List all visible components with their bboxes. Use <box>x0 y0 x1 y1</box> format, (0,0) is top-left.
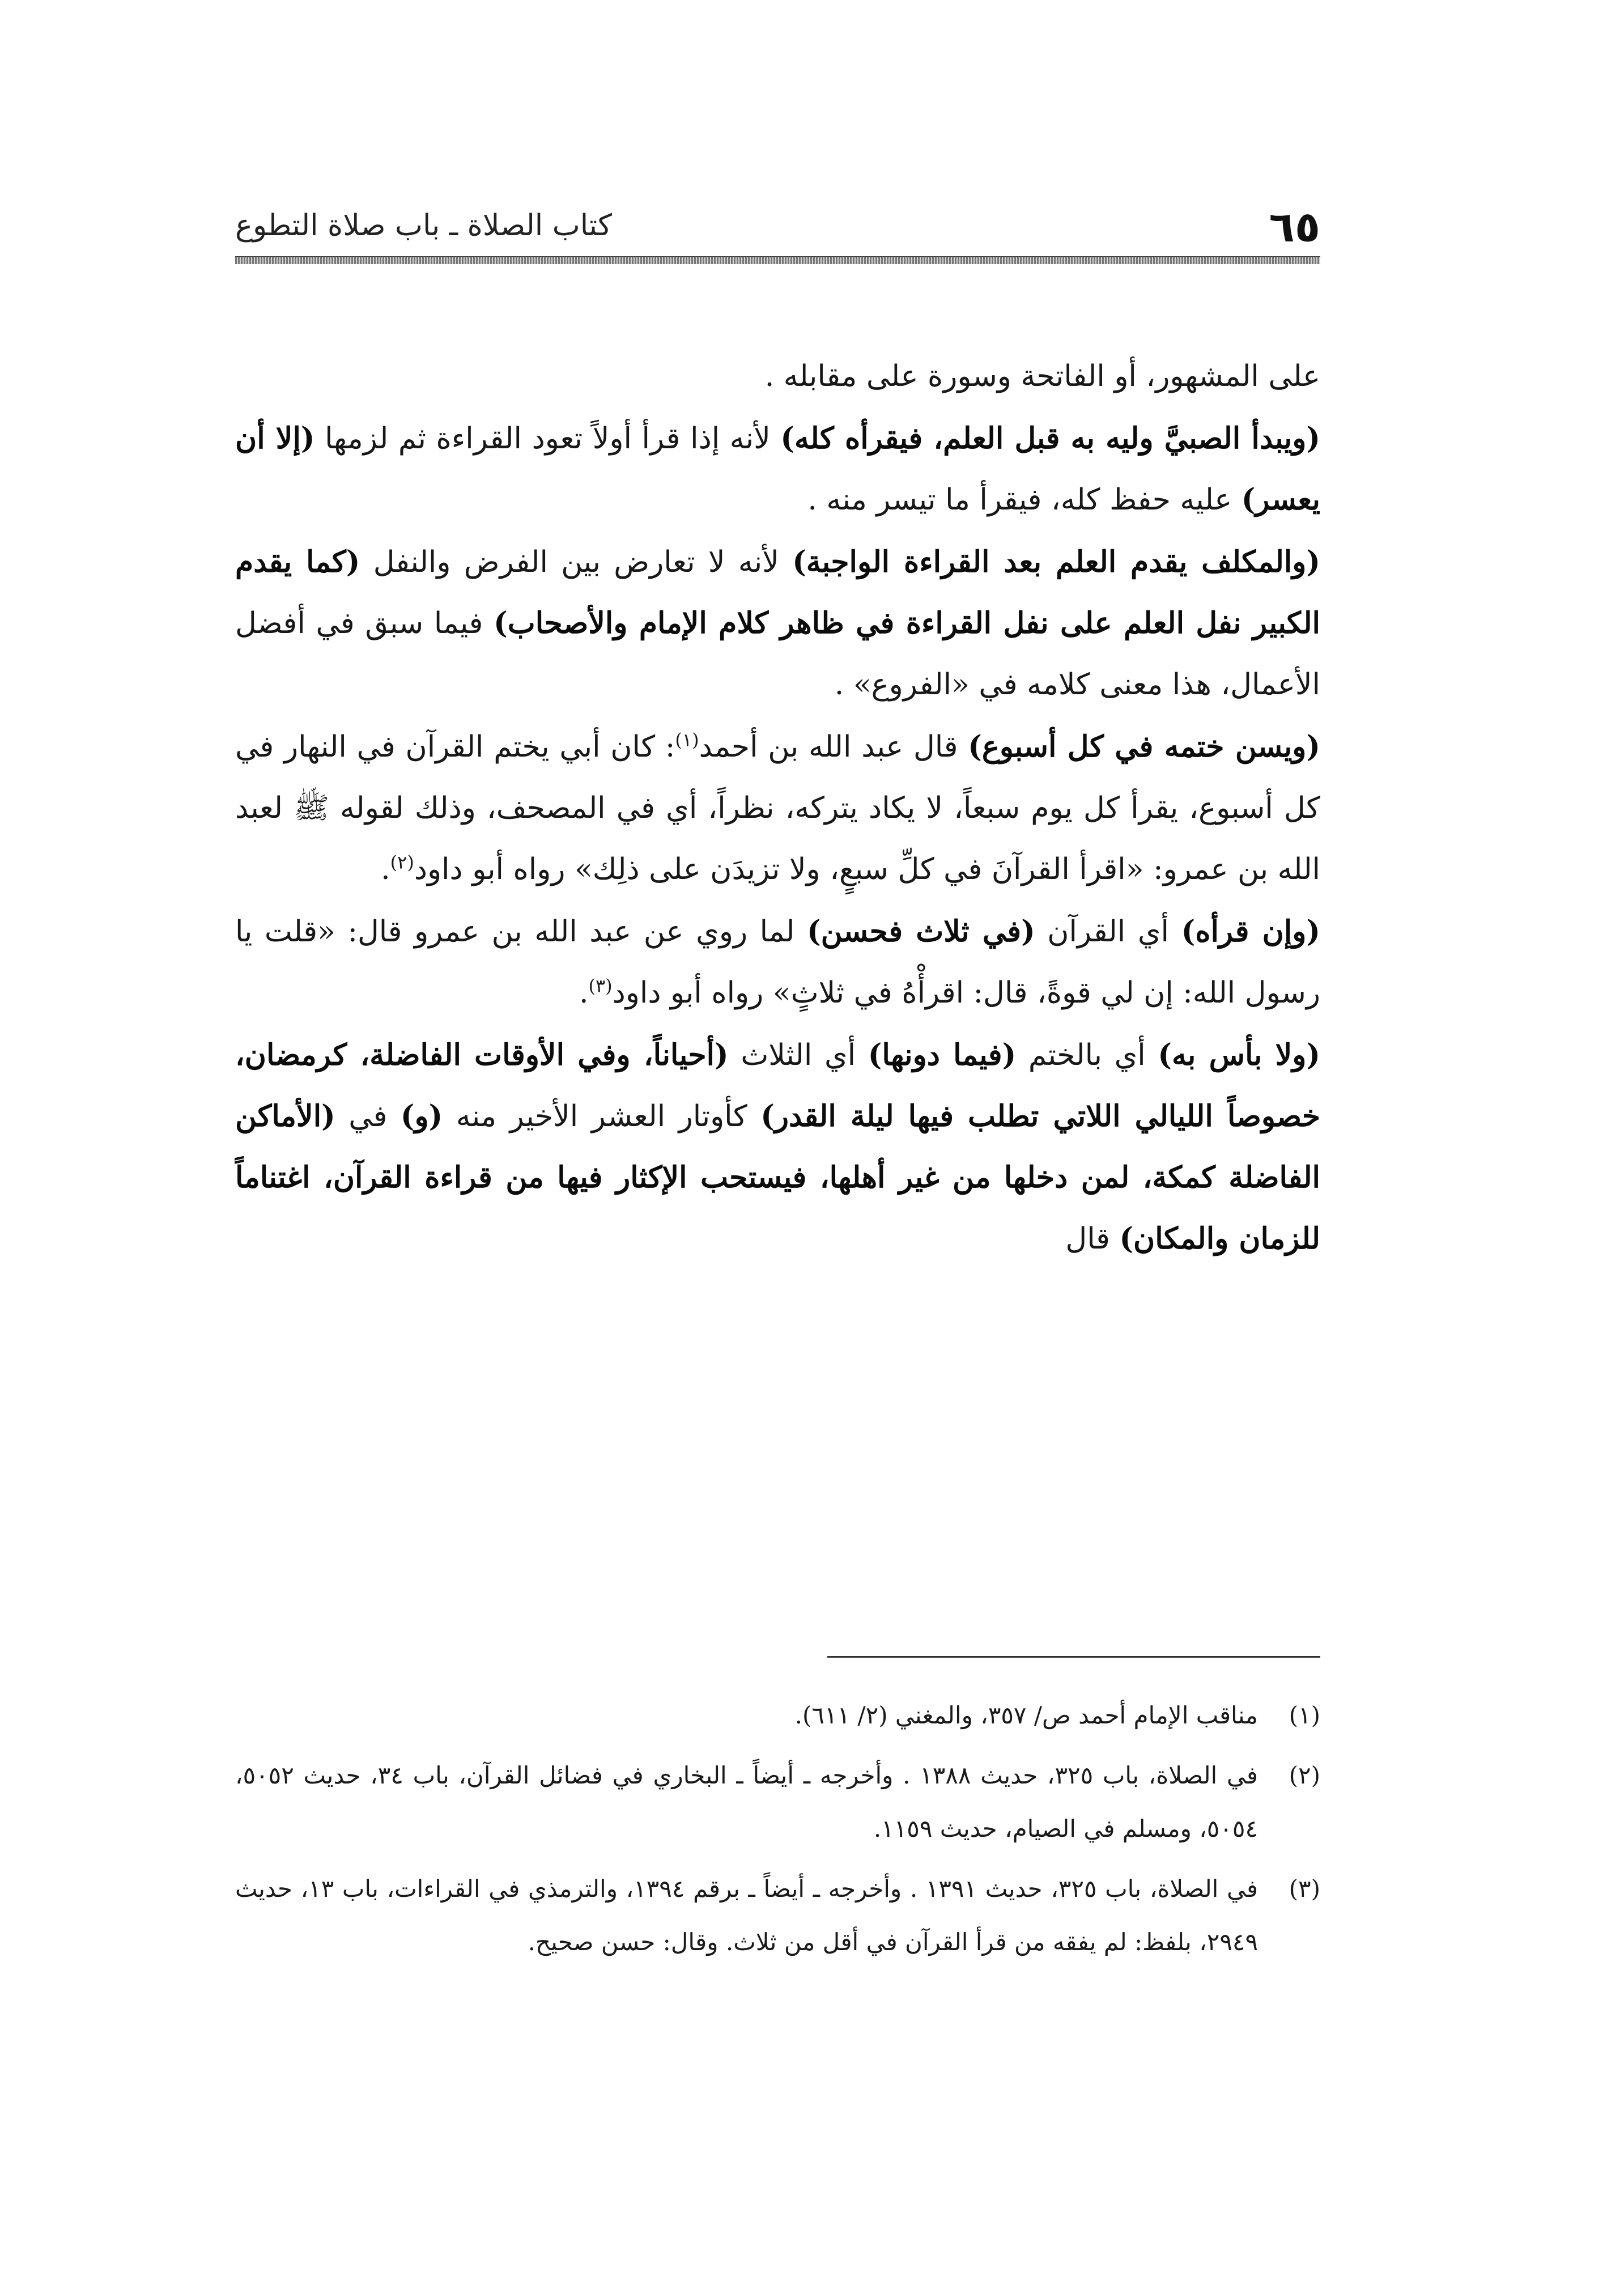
main-text <box>235 346 1320 1269</box>
bold-matn: (كما يقدم الكبير نفل العلم على نفل القراءة في ظاهر كلام الإمام والأصحاب) <box>235 545 1321 640</box>
bold-matn: (ولا بأس به) <box>1158 1038 1321 1072</box>
footnote-number: (١) <box>1289 1701 1320 1729</box>
paragraph-4 <box>235 716 1320 900</box>
text-span: أي بالختم <box>1016 1038 1158 1072</box>
text-span: . <box>381 852 390 886</box>
text-span: لأنه إذا قرأ أولاً تعود القراءة ثم لزمها <box>314 422 781 456</box>
text-span: لأنه لا تعارض بين الفرض والنفل <box>360 545 793 579</box>
footnote-separator <box>827 1656 1320 1658</box>
footnote-ref[interactable]: (٢) <box>390 851 414 873</box>
text-span: كأوتار العشر الأخير منه <box>443 1099 761 1133</box>
bold-matn: (إلا أن يعسر) <box>235 421 1320 517</box>
footnote-number: (٢) <box>1289 1761 1320 1789</box>
footnotes <box>235 1689 1320 1976</box>
text-span: أي القرآن <box>1035 915 1181 949</box>
text-span: عليه حفظ كله، فيقرأ ما تيسر منه . <box>807 483 1242 517</box>
paragraph-2 <box>235 408 1320 530</box>
bold-matn: (ويسن ختمه في كل أسبوع) <box>968 729 1320 764</box>
bold-matn: (الأماكن الفاضلة كمكة، لمن دخلها من غير أهلها، فيستحب الإكثار فيها من قراءة القرآن، اغتناماً للزمان والمكان) <box>235 1099 1320 1256</box>
bold-matn: (فيما دونها) <box>868 1038 1017 1072</box>
bold-matn: (أحياناً، وفي الأوقات الفاضلة، كرمضان، خصوصاً الليالي اللاتي تطلب فيها ليلة القدر) <box>235 1038 1320 1133</box>
bold-matn: (في ثلاث فحسن) <box>807 914 1035 949</box>
footnote-text: في الصلاة، باب ٣٢٥، حديث ١٣٩١ . وأخرجه ـ أيضاً ـ برقم ١٣٩٤، والترمذي في القراءات، باب ١٣، حديث ٢٩٤٩، بلفظ: لم يفقه من قرأ القرآن في أقل من ثلاث. وقال: حسن صحيح. <box>235 1875 1259 1956</box>
text-span: قال عبد الله بن أحمد <box>699 730 968 764</box>
text-span: على المشهور، أو الفاتحة وسورة على مقابله . <box>764 359 1320 393</box>
running-header <box>235 198 1320 261</box>
page-number: ٦٥ <box>1269 203 1320 252</box>
footnote-ref[interactable]: (٣) <box>588 975 613 997</box>
paragraph-6 <box>235 1025 1320 1269</box>
text-span: . <box>579 976 589 1010</box>
text-span: في <box>335 1099 401 1133</box>
text-span: لما روي عن عبد الله بن عمرو قال: «قلت يا رسول الله: إن لي قوةً، قال: اقرأْهُ في ثلاثٍ» رواه أبو داود <box>235 915 1320 1010</box>
footnote-1 <box>235 1689 1320 1742</box>
paragraph-1 <box>235 346 1320 407</box>
bold-matn: (وإن قرأه) <box>1181 914 1320 949</box>
footnote-ref[interactable]: (١) <box>675 729 699 751</box>
bold-matn: (والمكلف يقدم العلم بعد القراءة الواجبة) <box>792 545 1321 579</box>
text-span: قال <box>1065 1222 1120 1256</box>
footnote-text: في الصلاة، باب ٣٢٥، حديث ١٣٨٨ . وأخرجه ـ أيضاً ـ البخاري في فضائل القرآن، باب ٣٤، حديث ٥٠٥٢، ٥٠٥٤، ومسلم في الصيام، حديث ١١٥٩. <box>235 1761 1259 1842</box>
bold-matn: (و) <box>400 1099 443 1133</box>
text-span: أي الثلاث <box>728 1038 868 1072</box>
paragraph-3 <box>235 532 1320 715</box>
running-title: كتاب الصلاة ـ باب صلاة التطوع <box>235 209 613 243</box>
footnote-3 <box>235 1862 1320 1969</box>
paragraph-5 <box>235 901 1320 1024</box>
footnote-number: (٣) <box>1289 1875 1320 1903</box>
footnote-2 <box>235 1749 1320 1855</box>
text-span: فيما سبق في أفضل الأعمال، هذا معنى كلامه في «الفروع» . <box>235 606 1320 702</box>
header-rule <box>235 256 1320 264</box>
bold-matn: (ويبدأ الصبيَّ وليه به قبل العلم، فيقرأه كله) <box>780 421 1321 456</box>
text-span: : كان أبي يختم القرآن في النهار في كل أسبوع، يقرأ كل يوم سبعاً، لا يكاد يتركه، نظراً، أي في المصحف، وذلك لقوله ﷺ لعبد الله بن عمرو: «اقرأ القرآنَ في كلِّ سبعٍ، ولا تزيدَن على ذلِك» رواه أبو داود <box>235 730 1320 886</box>
footnote-text: مناقب الإمام أحمد ص/ ٣٥٧، والمغني (٢/ ٦١١). <box>794 1701 1258 1729</box>
